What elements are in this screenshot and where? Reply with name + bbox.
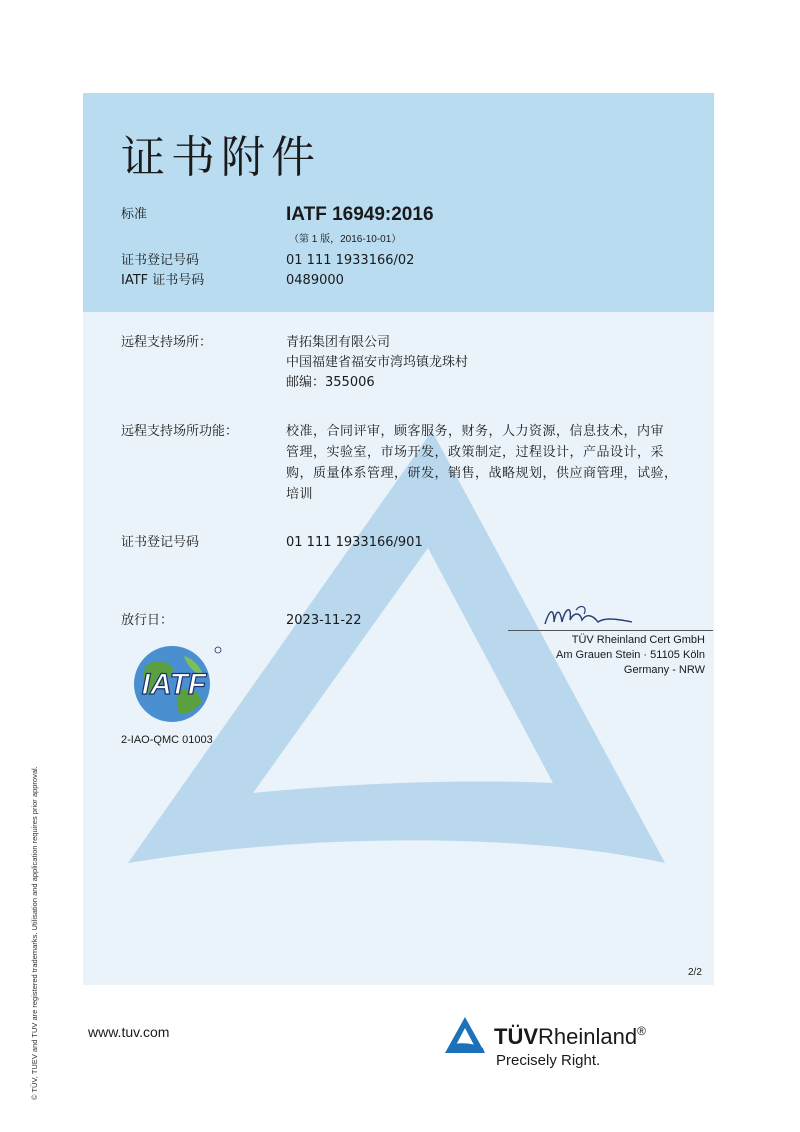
issuer-line: TÜV Rheinland Cert GmbH	[571, 634, 705, 646]
iatf-no: 0489000	[286, 273, 344, 288]
issuer-line: Am Grauen Stein · 51105 Köln	[556, 649, 705, 661]
remote-functions-line: 培训	[286, 487, 314, 502]
trademark-note: © TÜV, TUEV and TUV are registered trademarks. Utilisation and application requires prior approval.	[30, 766, 39, 1100]
signature	[540, 600, 640, 632]
remote-site-line: 中国福建省福安市湾坞镇龙珠村	[286, 355, 469, 370]
reg-no-label: 证书登记号码	[121, 253, 200, 268]
remote-functions-line: 购，质量体系管理，研发，销售，战略规划，供应商管理，试验，	[286, 466, 678, 481]
brand-name	[494, 1024, 646, 1050]
tuv-triangle-logo-icon	[443, 1015, 487, 1055]
brand-registered-mark: ®	[637, 1024, 646, 1038]
iatf-no-label: IATF 证书号码	[121, 273, 205, 288]
brand-name-rest: Rheinland	[538, 1024, 638, 1049]
reg-no: 01 111 1933166/02	[286, 253, 415, 268]
remote-site-label: 远程支持场所：	[121, 335, 213, 350]
iatf-logo	[118, 636, 228, 728]
standard-name: IATF 16949:2016	[286, 204, 434, 225]
remote-site-address	[286, 333, 706, 393]
remote-functions-line: 管理，实验室，市场开发，政策制定，过程设计，产品设计，采	[286, 445, 665, 460]
remote-functions-label: 远程支持场所功能：	[121, 424, 239, 439]
brand-name-bold: TÜV	[494, 1024, 538, 1049]
remote-functions-list	[286, 421, 706, 505]
standard-version: （第 1 版，2016-10-01）	[289, 234, 402, 245]
page-number: 2/2	[688, 967, 702, 978]
iatf-code: 2-IAO-QMC 01003	[121, 734, 213, 746]
standard-label: 标准	[121, 207, 148, 222]
brand-tagline: Precisely Right.	[496, 1052, 601, 1069]
signature-line	[508, 630, 713, 631]
site-reg-no: 01 111 1933166/901	[286, 535, 423, 550]
remote-functions-line: 校准，合同评审，顾客服务，财务，人力资源，信息技术，内审	[286, 424, 665, 439]
remote-site-line: 青拓集团有限公司	[286, 335, 391, 350]
page-title: 证书附件	[121, 132, 321, 183]
issuer-line: Germany - NRW	[623, 664, 705, 676]
issue-date-label: 放行日：	[121, 613, 174, 628]
iatf-logo-text: IATF	[141, 668, 207, 701]
issuer-address	[556, 633, 705, 678]
site-reg-no-label: 证书登记号码	[121, 535, 200, 550]
issue-date: 2023-11-22	[286, 613, 362, 628]
remote-site-line: 邮编：355006	[286, 375, 375, 390]
website-link[interactable]: www.tuv.com	[88, 1024, 170, 1040]
